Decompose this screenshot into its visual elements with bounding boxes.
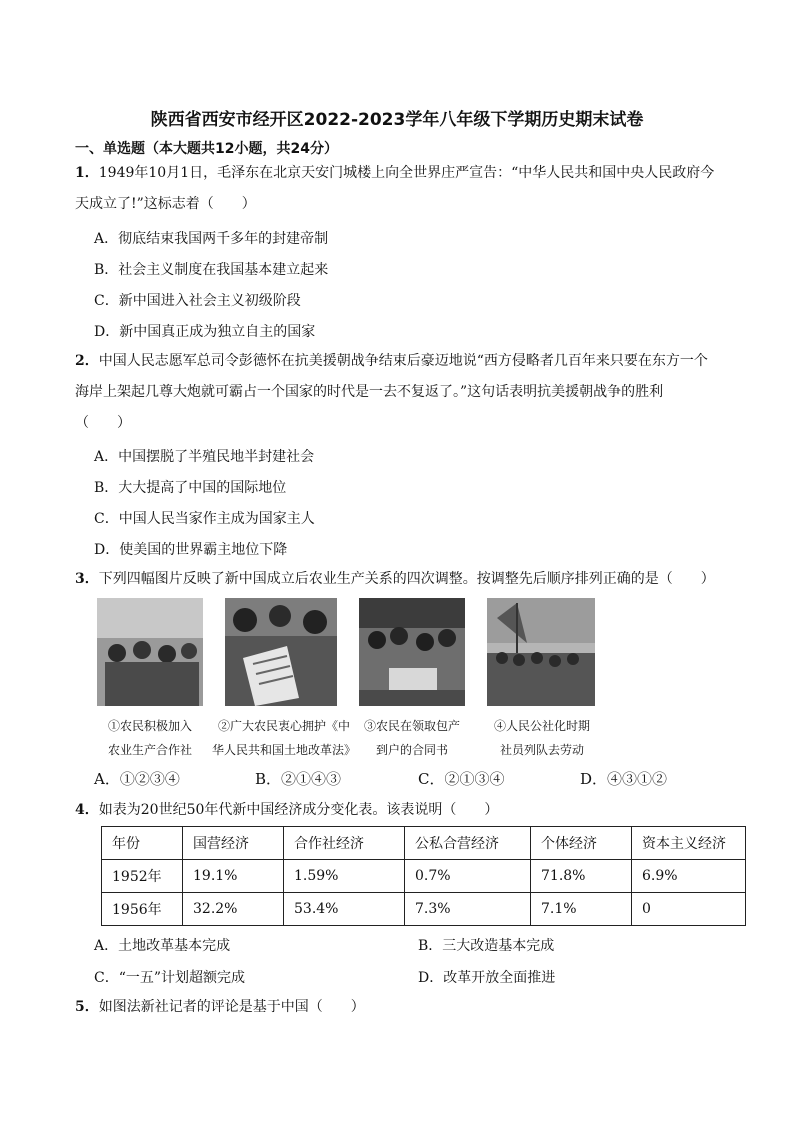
question-stem-cont: 天成立了!”这标志着（ ） xyxy=(75,196,256,212)
question-stem-cont: 海岸上架起几尊大炮就可霸占一个国家的时代是一去不复返了。”这句话表明抗美援朝战争的胜利 xyxy=(75,384,664,400)
question-stem: 中国人民志愿军总司令彭德怀在抗美援朝战争结束后豪迈地说“西方侵略者几百年来只要在东方一个 xyxy=(98,353,708,369)
table-header-cell: 年份 xyxy=(102,827,183,860)
table-cell: 6.9% xyxy=(632,860,746,893)
option-b[interactable]: B．三大改造基本完成 xyxy=(418,938,555,954)
table-cell: 1956年 xyxy=(102,893,183,926)
table-cell: 1952年 xyxy=(102,860,183,893)
option-d[interactable]: D．改革开放全面推进 xyxy=(418,970,556,986)
option-d[interactable]: D．新中国真正成为独立自主的国家 xyxy=(94,324,316,340)
choice-b[interactable]: B．②①④③ xyxy=(255,770,342,788)
photo-4 xyxy=(487,598,595,706)
section-heading: 一、单选题（本大题共12小题，共24分） xyxy=(75,141,338,157)
table-header-row xyxy=(102,827,746,860)
question-number: 5． xyxy=(75,999,99,1015)
question-number: 2． xyxy=(75,353,99,369)
table-cell: 0 xyxy=(632,893,746,926)
option-b[interactable]: B．社会主义制度在我国基本建立起来 xyxy=(94,262,329,278)
table-cell: 71.8% xyxy=(531,860,632,893)
question-stem: 1949年10月1日，毛泽东在北京天安门城楼上向全世界庄严宣告：“中华人民共和国中央人民政府今 xyxy=(98,165,715,181)
economy-table xyxy=(101,826,746,926)
table-header-cell: 资本主义经济 xyxy=(632,827,746,860)
table-header-cell: 合作社经济 xyxy=(284,827,405,860)
option-d[interactable]: D．使美国的世界霸主地位下降 xyxy=(94,542,288,558)
table-row xyxy=(102,893,746,926)
question-4 xyxy=(75,795,755,826)
photo-caption-4: ④人民公社化时期 社员列队去劳动 xyxy=(493,719,590,757)
choice-a[interactable]: A．①②③④ xyxy=(94,770,180,788)
table-header-cell: 个体经济 xyxy=(531,827,632,860)
table-cell: 7.3% xyxy=(405,893,531,926)
table-cell: 1.59% xyxy=(284,860,405,893)
question-5 xyxy=(75,992,755,1023)
photo-caption-1: ①农民积极加入 农业生产合作社 xyxy=(107,719,192,757)
question-3 xyxy=(75,564,755,595)
question-stem: 下列四幅图片反映了新中国成立后农业生产关系的四次调整。按调整先后顺序排列正确的是（ ） xyxy=(98,571,715,587)
table-row xyxy=(102,860,746,893)
table-cell: 32.2% xyxy=(183,893,284,926)
question-number: 1． xyxy=(75,165,99,181)
table-cell: 7.1% xyxy=(531,893,632,926)
question-stem: 如表为20世纪50年代新中国经济成分变化表。该表说明（ ） xyxy=(98,802,499,818)
option-c[interactable]: C．中国人民当家作主成为国家主人 xyxy=(94,511,315,527)
question-1 xyxy=(75,158,755,220)
photo-2 xyxy=(225,598,337,706)
photo-3 xyxy=(359,598,465,706)
option-c[interactable]: C．“一五”计划超额完成 xyxy=(94,970,246,986)
exam-title: 陕西省西安市经开区2022-2023学年八年级下学期历史期末试卷 xyxy=(150,110,644,130)
option-b[interactable]: B．大大提高了中国的国际地位 xyxy=(94,480,287,496)
choice-d[interactable]: D．④③①② xyxy=(580,770,668,788)
option-a[interactable]: A．土地改革基本完成 xyxy=(94,938,231,954)
option-c[interactable]: C．新中国进入社会主义初级阶段 xyxy=(94,293,301,309)
photo-1 xyxy=(97,598,203,706)
photo-caption-2: ②广大农民衷心拥护《中 华人民共和国土地改革法》 xyxy=(211,719,356,757)
question-stem-cont: （ ） xyxy=(75,415,131,431)
photo-row xyxy=(97,598,617,766)
table-cell: 19.1% xyxy=(183,860,284,893)
question-number: 3． xyxy=(75,571,99,587)
option-a[interactable]: A．中国摆脱了半殖民地半封建社会 xyxy=(94,449,315,465)
option-a[interactable]: A．彻底结束我国两千多年的封建帝制 xyxy=(94,231,329,247)
table-cell: 0.7% xyxy=(405,860,531,893)
table-header-cell: 公私合营经济 xyxy=(405,827,531,860)
choice-c[interactable]: C．②①③④ xyxy=(418,770,505,788)
question-2 xyxy=(75,346,755,439)
table-header-cell: 国营经济 xyxy=(183,827,284,860)
question-stem: 如图法新社记者的评论是基于中国（ ） xyxy=(98,999,365,1015)
table-cell: 53.4% xyxy=(284,893,405,926)
question-number: 4． xyxy=(75,802,99,818)
photo-caption-3: ③农民在领取包产 到户的合同书 xyxy=(363,719,460,757)
